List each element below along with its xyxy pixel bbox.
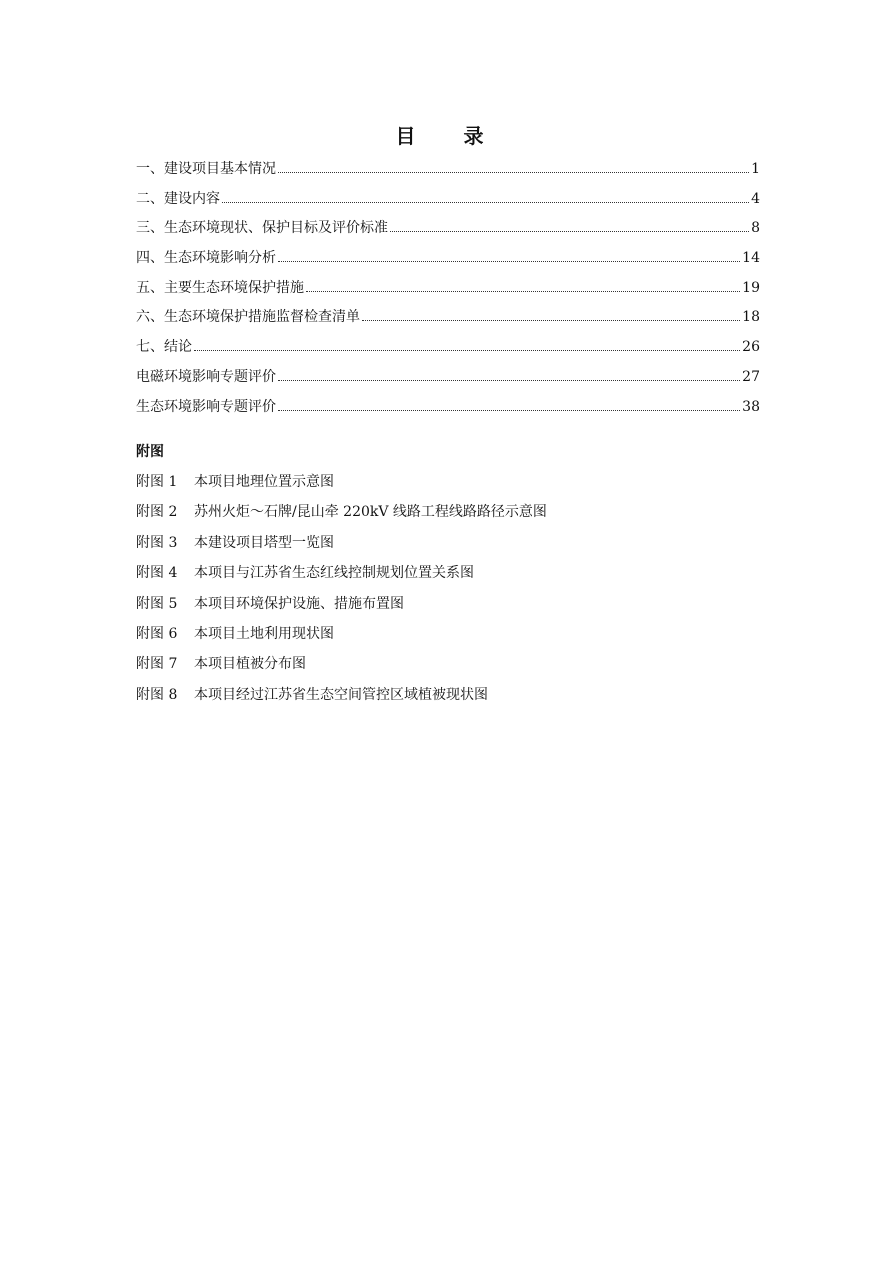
toc-entry-page: 19 bbox=[742, 279, 760, 296]
toc-entry-page: 18 bbox=[742, 309, 760, 326]
toc-entry-label: 电磁环境影响专题评价 bbox=[136, 368, 276, 385]
toc-dot-leader bbox=[194, 350, 740, 351]
toc-entry-label: 三、生态环境现状、保护目标及评价标准 bbox=[136, 220, 388, 237]
appendix-figure-title: 本项目经过江苏省生态空间管控区域植被现状图 bbox=[194, 686, 488, 703]
toc-entry[interactable] bbox=[136, 247, 760, 277]
toc-entry[interactable] bbox=[136, 277, 760, 307]
appendix-heading: 附图 bbox=[136, 444, 164, 460]
appendix-figure-title: 本建设项目塔型一览图 bbox=[194, 534, 334, 551]
appendix-figure-title: 本项目地理位置示意图 bbox=[194, 474, 334, 490]
toc-entry-label: 生态环境影响专题评价 bbox=[136, 398, 276, 415]
toc-entry-page: 26 bbox=[742, 339, 760, 356]
toc-entry[interactable] bbox=[136, 396, 760, 426]
toc-dot-leader bbox=[306, 291, 740, 292]
appendix-figure-number: 附图 6 bbox=[136, 625, 178, 642]
appendix-figure-number: 附图 4 bbox=[136, 565, 178, 582]
toc-entry[interactable] bbox=[136, 188, 760, 218]
appendix-figure-number: 附图 8 bbox=[136, 686, 178, 703]
appendix-figure-title: 本项目环境保护设施、措施布置图 bbox=[194, 595, 404, 612]
toc-dot-leader bbox=[278, 410, 740, 411]
appendix-figure-number: 附图 7 bbox=[136, 656, 178, 673]
toc-dot-leader bbox=[362, 320, 740, 321]
appendix-figure-title: 本项目植被分布图 bbox=[194, 656, 306, 673]
appendix-figure-item bbox=[136, 501, 760, 531]
toc-entry-page: 4 bbox=[751, 190, 760, 207]
appendix-figure-item bbox=[136, 532, 760, 562]
toc-dot-leader bbox=[278, 380, 740, 381]
toc-entry-page: 1 bbox=[751, 161, 760, 177]
toc-entry-label: 五、主要生态环境保护措施 bbox=[136, 279, 304, 296]
appendix-figure-number: 附图 5 bbox=[136, 595, 178, 612]
toc-entry-page: 14 bbox=[742, 250, 760, 267]
appendix-figure-item bbox=[136, 653, 760, 683]
toc-entry[interactable] bbox=[136, 366, 760, 396]
appendix-figure-number: 附图 3 bbox=[136, 534, 178, 551]
appendix-figure-item bbox=[136, 593, 760, 623]
toc-entry-label: 七、结论 bbox=[136, 339, 192, 356]
appendix-figure-number: 附图 2 bbox=[136, 504, 178, 521]
toc-entry-label: 二、建设内容 bbox=[136, 190, 220, 207]
appendix-figure-title: 苏州火炬～石牌/昆山牵 220kV 线路工程线路路径示意图 bbox=[194, 504, 547, 521]
toc-entry-label: 一、建设项目基本情况 bbox=[136, 161, 276, 177]
appendix-figure-item bbox=[136, 623, 760, 653]
appendix-figure-item bbox=[136, 684, 760, 714]
toc-dot-leader bbox=[222, 202, 749, 203]
appendix-figure-list bbox=[136, 471, 760, 714]
toc-entry[interactable] bbox=[136, 217, 760, 247]
toc-entry[interactable] bbox=[136, 306, 760, 336]
appendix-figure-title: 本项目与江苏省生态红线控制规划位置关系图 bbox=[194, 565, 474, 582]
appendix-figure-item bbox=[136, 562, 760, 592]
toc-entry[interactable] bbox=[136, 336, 760, 366]
toc-dot-leader bbox=[278, 261, 740, 262]
toc-dot-leader bbox=[278, 172, 749, 173]
toc-entry-page: 27 bbox=[742, 368, 760, 385]
appendix-figure-number: 附图 1 bbox=[136, 474, 178, 490]
toc-entry-page: 8 bbox=[751, 220, 760, 237]
toc-entry-label: 四、生态环境影响分析 bbox=[136, 250, 276, 267]
table-of-contents bbox=[136, 158, 760, 425]
toc-entry-page: 38 bbox=[742, 398, 760, 415]
appendix-figure-title: 本项目土地利用现状图 bbox=[194, 625, 334, 642]
toc-dot-leader bbox=[390, 231, 749, 232]
toc-entry[interactable] bbox=[136, 158, 760, 188]
toc-entry-label: 六、生态环境保护措施监督检查清单 bbox=[136, 309, 360, 326]
page-title: 目 录 bbox=[395, 124, 498, 148]
appendix-figure-item bbox=[136, 471, 760, 501]
